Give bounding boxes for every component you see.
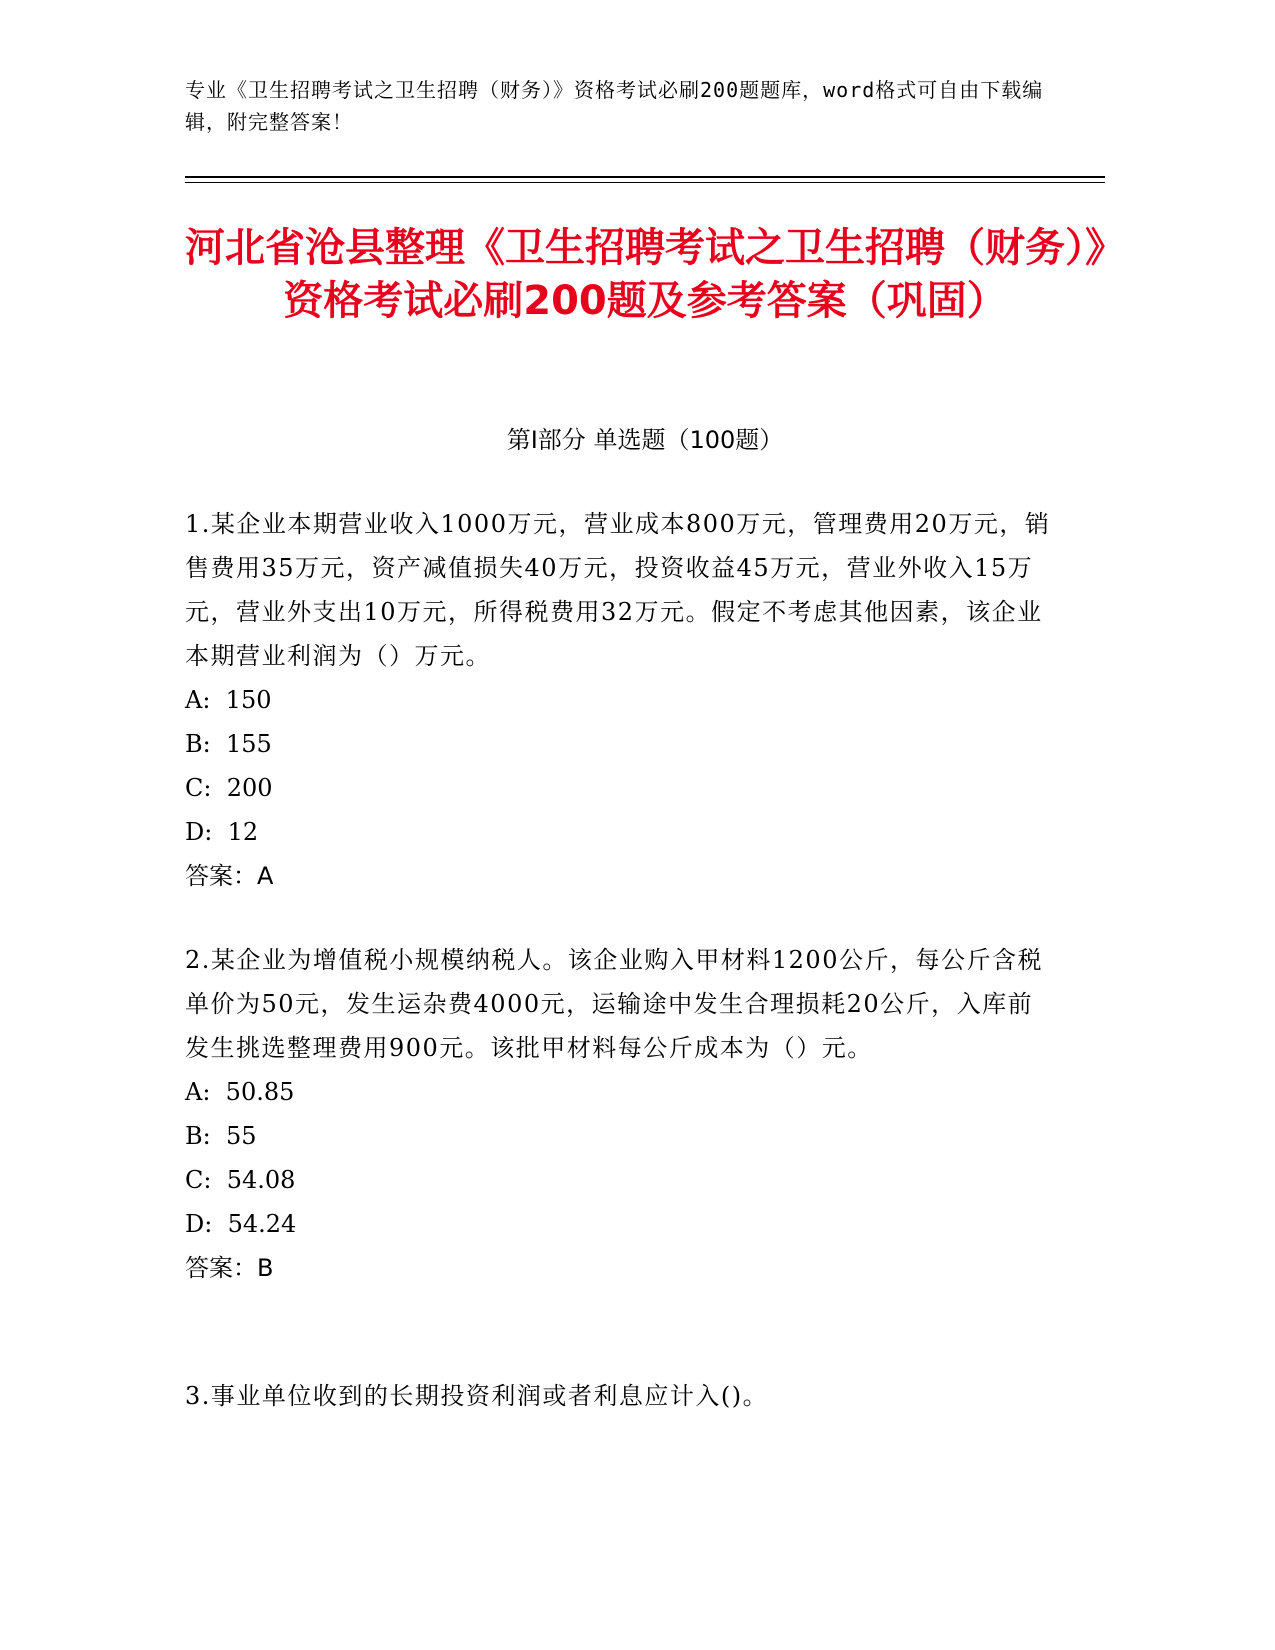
- option-b: B: 55: [185, 1122, 257, 1150]
- option-d: D: 54.24: [185, 1210, 297, 1238]
- answer-line: 答案：B: [185, 1254, 274, 1282]
- question-1: [185, 502, 1055, 898]
- header-divider-thick: [185, 176, 1105, 178]
- option-b: B: 155: [185, 730, 272, 758]
- question-stem: 2.某企业为增值税小规模纳税人。该企业购入甲材料1200公斤，每公斤含税单价为50元，发生运杂费4000元，运输途中发生合理损耗20公斤，入库前发生挑选整理费用900元。该批甲材料每公斤成本为（）元。: [185, 946, 1043, 1062]
- section-heading: 第I部分 单选题（100题）: [506, 426, 784, 454]
- answer-line: 答案：A: [185, 862, 274, 890]
- option-c: C: 200: [185, 774, 273, 802]
- document-title: 河北省沧县整理《卫生招聘考试之卫生招聘（财务）》资格考试必刷200题及参考答案（巩固）: [185, 225, 1105, 324]
- question-2: [185, 938, 1055, 1290]
- option-a: A: 50.85: [185, 1078, 295, 1106]
- question-stem: 1.某企业本期营业收入1000万元，营业成本800万元，管理费用20万元，销售费用35万元，资产减值损失40万元，投资收益45万元，营业外收入15万元，营业外支出10万元，所得税费用32万元。假定不考虑其他因素，该企业本期营业利润为（）万元。: [185, 510, 1051, 670]
- header-divider-thin: [185, 182, 1105, 183]
- option-d: D: 12: [185, 818, 259, 846]
- option-c: C: 54.08: [185, 1166, 296, 1194]
- header-note: 专业《卫生招聘考试之卫生招聘（财务）》资格考试必刷200题题库，word格式可自由下载编辑，附完整答案！: [185, 78, 1044, 134]
- option-a: A: 150: [185, 686, 272, 714]
- question-stem: 3.事业单位收到的长期投资利润或者利息应计入()。: [185, 1382, 769, 1410]
- question-3: [185, 1374, 1055, 1418]
